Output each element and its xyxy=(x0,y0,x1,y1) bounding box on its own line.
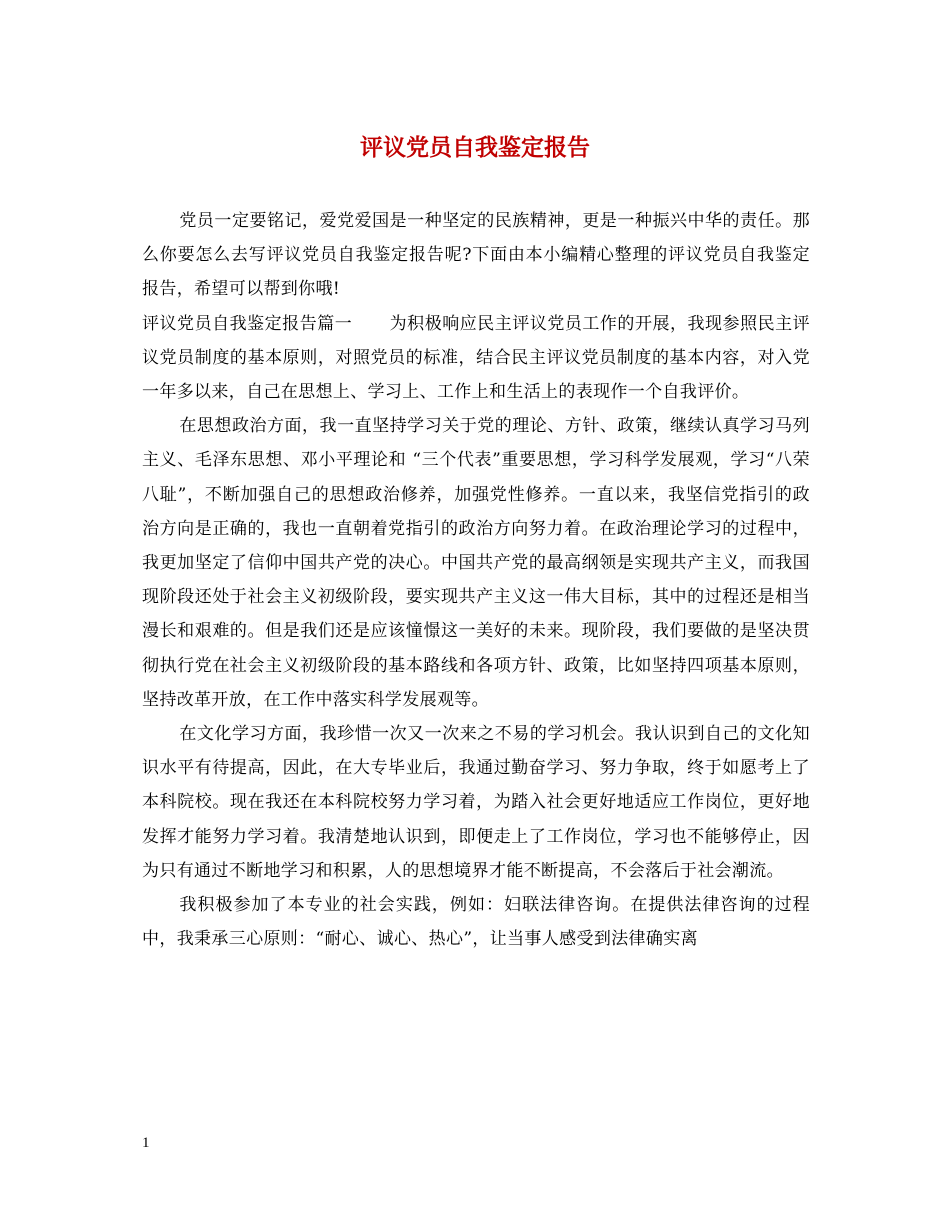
practice-paragraph: 我积极参加了本专业的社会实践，例如：妇联法律咨询。在提供法律咨询的过程中，我秉承三心原则：“耐心、诚心、热心”，让当事人感受到法律确实离 xyxy=(142,895,810,950)
section1-paragraph xyxy=(142,307,810,410)
document-body xyxy=(142,204,810,956)
intro-paragraph: 党员一定要铭记，爱党爱国是一种坚定的民族精神，更是一种振兴中华的责任。那么你要怎么去写评议党员自我鉴定报告呢?下面由本小编精心整理的评议党员自我鉴定报告，希望可以帮到你哦! xyxy=(142,211,810,300)
document-title: 评议党员自我鉴定报告 xyxy=(360,134,590,161)
section1-label: 评议党员自我鉴定报告篇一 xyxy=(142,313,353,334)
section1-text: 为积极响应民主评议党员工作的开展，我现参照民主评议党员制度的基本原则，对照党员的标准，结合民主评议党员制度的基本内容，对入党一年多以来，自己在思想上、学习上、工作上和生活上的表现作一个自我评价。 xyxy=(142,313,810,403)
page-number: 1 xyxy=(142,1135,150,1151)
political-paragraph: 在思想政治方面，我一直坚持学习关于党的理论、方针、政策，继续认真学习马列主义、毛泽东思想、邓小平理论和 “三个代表”重要思想，学习科学发展观，学习“八荣八耻”，不断加强自己的思想政治修养，加强党性修养。一直以来，我坚信党指引的政治方向是正确的，我也一直朝着党指引的政治方向努力着。在政治理论学习的过程中，我更加坚定了信仰中国共产党的决心。中国共产党的最高纲领是实现共产主义，而我国现阶段还处于社会主义初级阶段，要实现共产主义这一伟大目标，其中的过程还是相当漫长和艰难的。但是我们还是应该憧憬这一美好的未来。现阶段，我们要做的是坚决贯彻执行党在社会主义初级阶段的基本路线和各项方针、政策，比如坚持四项基本原则，坚持改革开放，在工作中落实科学发展观等。 xyxy=(142,416,810,710)
study-paragraph: 在文化学习方面，我珍惜一次又一次来之不易的学习机会。我认识到自己的文化知识水平有待提高，因此，在大专毕业后，我通过勤奋学习、努力争取，终于如愿考上了本科院校。现在我还在本科院校努力学习着，为踏入社会更好地适应工作岗位，更好地发挥才能努力学习着。我清楚地认识到，即便走上了工作岗位，学习也不能够停止，因为只有通过不断地学习和积累，人的思想境界才能不断提高，不会落后于社会潮流。 xyxy=(142,724,810,881)
